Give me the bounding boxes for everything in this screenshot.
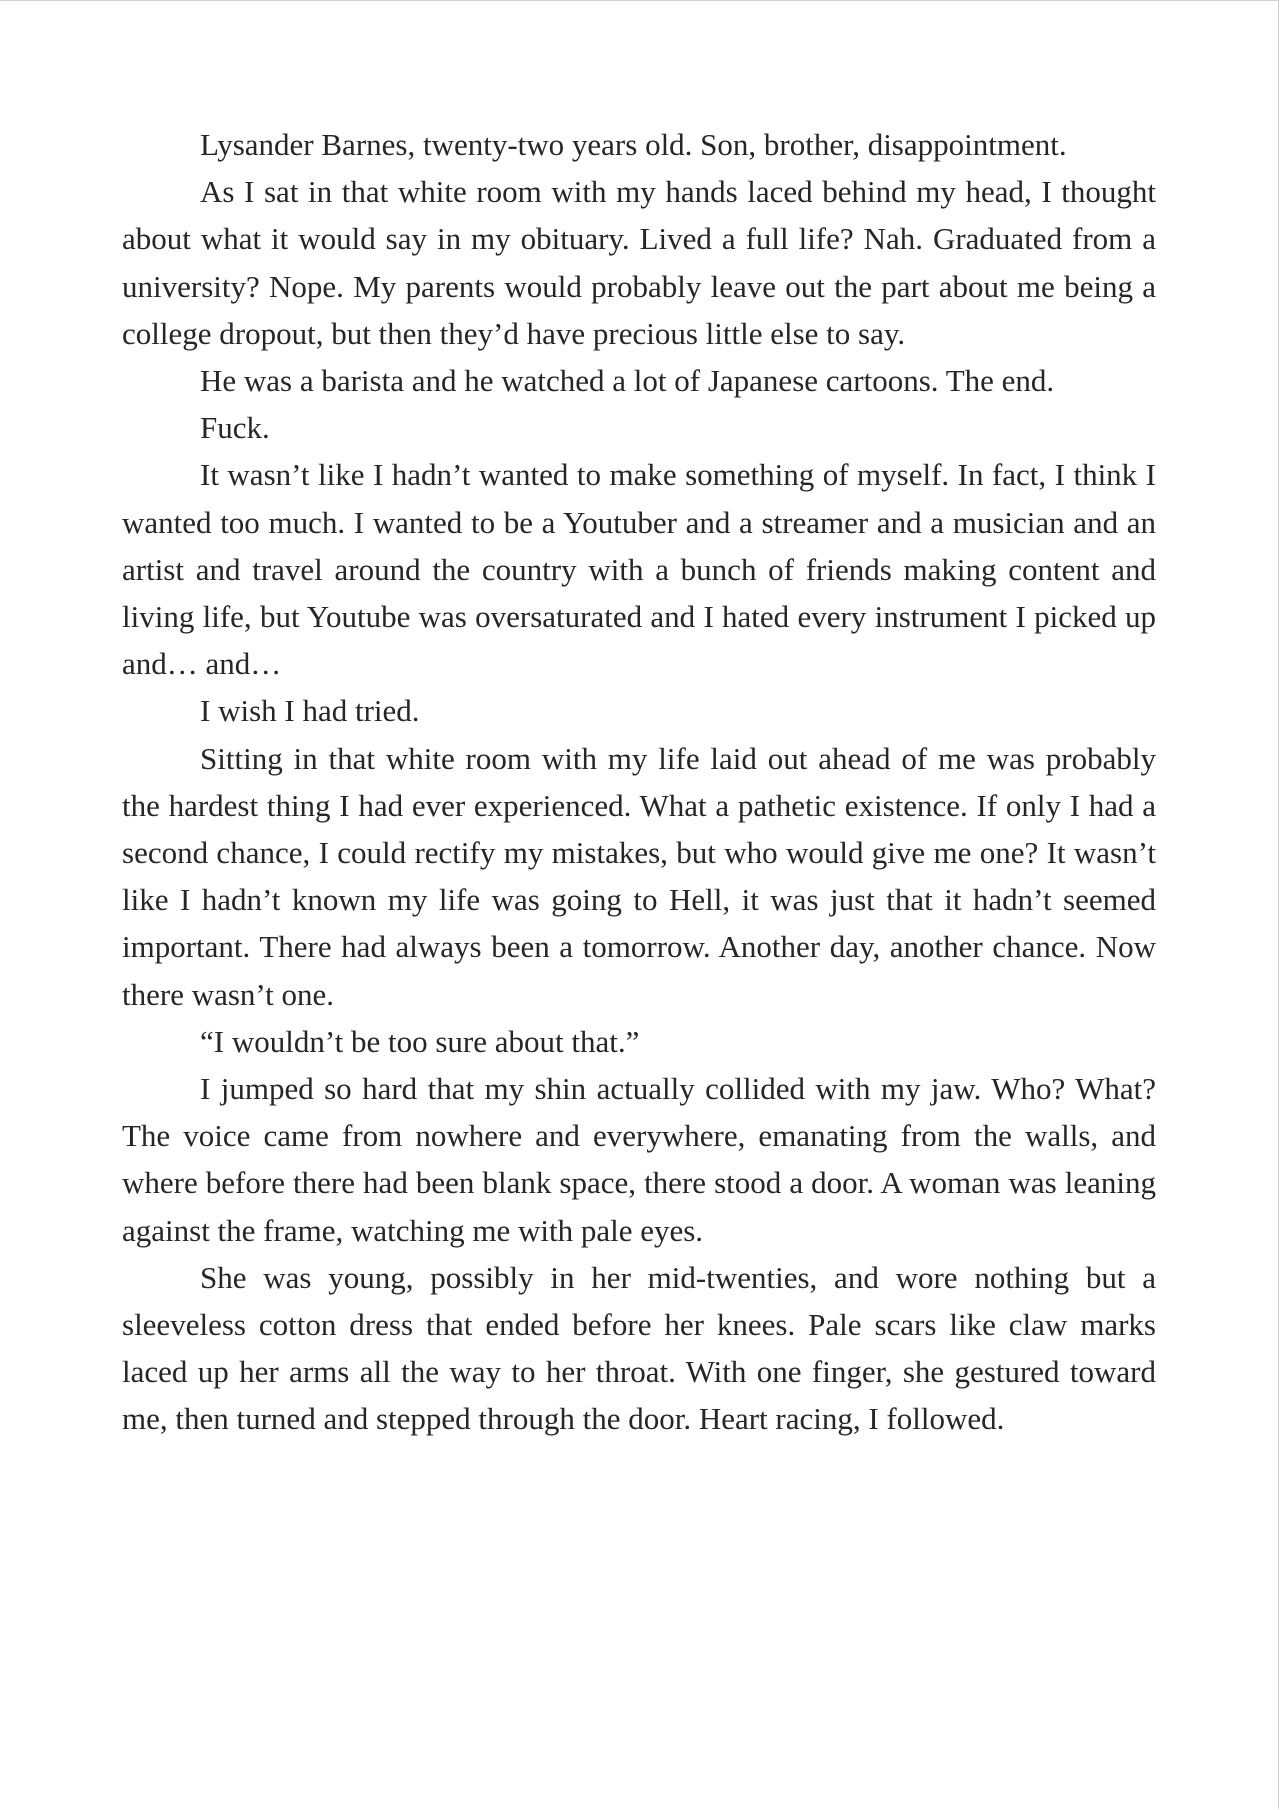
paragraph: I jumped so hard that my shin actually collided with my jaw. Who? What? The voice came from nowhere and everywhere, emanating from the walls, and where before there had been blank space, there stood a door. A woman was leaning against the frame, watching me with pale eyes.: [122, 1071, 1156, 1248]
paragraph: Lysander Barnes, twenty-two years old. Son, brother, disappointment.: [200, 127, 1067, 162]
body-text: [122, 121, 1156, 1443]
paragraph: Sitting in that white room with my life laid out ahead of me was probably the hardest thing I had ever experienced. What a pathetic existence. If only I had a second chance, I could rectify my mistakes, but who would give me one? It wasn’t like I hadn’t known my life was going to Hell, it was just that it hadn’t seemed important. There had always been a tomorrow. Another day, another chance. Now there wasn’t one.: [122, 740, 1156, 1012]
paragraph: He was a barista and he watched a lot of Japanese cartoons. The end.: [200, 363, 1055, 399]
paragraph: As I sat in that white room with my hands laced behind my head, I thought about what it would say in my obituary. Lived a full life? Nah. Graduated from a university? Nope. My parents would probably leave out the part about me being a college dropout, but then they’d have precious little else to say.: [122, 174, 1156, 351]
paragraph: It wasn’t like I hadn’t wanted to make something of myself. In fact, I think I wanted too much. I wanted to be a Youtuber and a streamer and a musician and an artist and travel around the country with a bunch of friends making content and living life, but Youtube was oversaturated and I hated every instrument I picked up and… and…: [122, 457, 1156, 682]
paragraph: She was young, possibly in her mid-twenties, and wore nothing but a sleeveless cotton dress that ended before her knees. Pale scars like claw marks laced up her arms all the way to her throat. With one finger, she gestured toward me, then turned and stepped through the door. Heart racing, I followed.: [122, 1259, 1156, 1437]
paragraph: Fuck.: [200, 410, 270, 446]
paragraph: “I wouldn’t be too sure about that.”: [200, 1023, 640, 1059]
paragraph: I wish I had tried.: [200, 693, 420, 729]
